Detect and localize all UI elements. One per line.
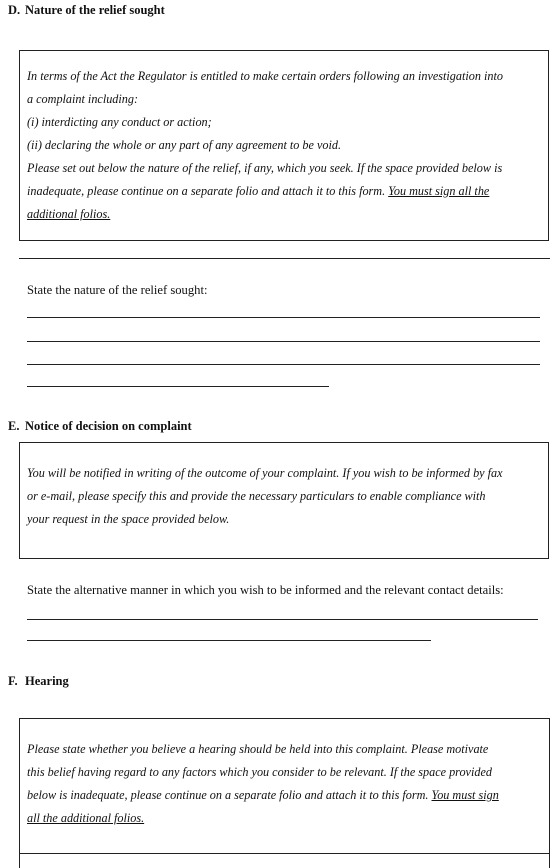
- section-e-letter: E.: [8, 419, 20, 433]
- relief-answer-line-1[interactable]: [27, 317, 540, 318]
- contact-answer-line-2[interactable]: [27, 640, 431, 641]
- section-d-box-line-7: additional folios.: [27, 207, 111, 221]
- section-e-heading: [8, 419, 192, 434]
- section-d-box-line-6-sign-note: You must sign all the: [388, 184, 490, 198]
- section-e-box-line-1: You will be notified in writing of the outcome of your complaint. If you wish to be informed by fax: [27, 466, 503, 480]
- section-f-instructions-box: [19, 718, 550, 868]
- section-d-letter: D.: [8, 3, 21, 17]
- section-e-title: Notice of decision on complaint: [25, 419, 192, 433]
- section-d-box-line-4: (ii) declaring the whole or any part of any agreement to be void.: [27, 138, 341, 152]
- relief-answer-line-4[interactable]: [27, 386, 329, 387]
- section-d-prompt: State the nature of the relief sought:: [27, 283, 208, 297]
- section-d-heading: [8, 3, 165, 18]
- section-f-box-line-2: this belief having regard to any factors which you consider to be relevant. If the space provided: [27, 765, 492, 779]
- section-f-box-line-4: all the additional folios.: [27, 811, 145, 825]
- section-e-box-line-3: your request in the space provided below.: [27, 512, 230, 526]
- section-d-box-line-2: a complaint including:: [27, 92, 139, 106]
- section-d-title: Nature of the relief sought: [25, 3, 165, 17]
- section-d-divider: [19, 258, 550, 259]
- section-d-box-line-5: Please set out below the nature of the relief, if any, which you seek. If the space provided below is: [27, 161, 503, 175]
- section-f-heading: [8, 674, 69, 689]
- section-d-box-line-6: [27, 180, 544, 203]
- section-f-title: Hearing: [25, 674, 69, 688]
- section-f-box-line-1: Please state whether you believe a hearing should be held into this complaint. Please motivate: [27, 742, 489, 756]
- section-f-box-line-3-text: below is inadequate, please continue on a separate folio and attach it to this form.: [27, 788, 432, 802]
- section-d-instructions-box: [19, 50, 549, 241]
- section-e-instructions-box: [19, 442, 549, 559]
- section-d-box-line-1: In terms of the Act the Regulator is entitled to make certain orders following an investigation into: [27, 69, 503, 83]
- section-d-box-line-6-text: inadequate, please continue on a separate folio and attach it to this form.: [27, 184, 389, 198]
- section-d-box-line-3: (i) interdicting any conduct or action;: [27, 115, 212, 129]
- section-e-prompt: State the alternative manner in which you wish to be informed and the relevant contact details:: [27, 583, 504, 597]
- section-f-divider: [19, 853, 550, 854]
- relief-answer-line-2[interactable]: [27, 341, 540, 342]
- relief-answer-line-3[interactable]: [27, 364, 540, 365]
- contact-answer-line-1[interactable]: [27, 619, 538, 620]
- section-e-box-line-2: or e-mail, please specify this and provide the necessary particulars to enable compliance with: [27, 489, 486, 503]
- section-f-box-line-3-sign-note: You must sign: [431, 788, 499, 802]
- section-f-letter: F.: [8, 674, 18, 688]
- section-f-box-line-3: [27, 784, 545, 807]
